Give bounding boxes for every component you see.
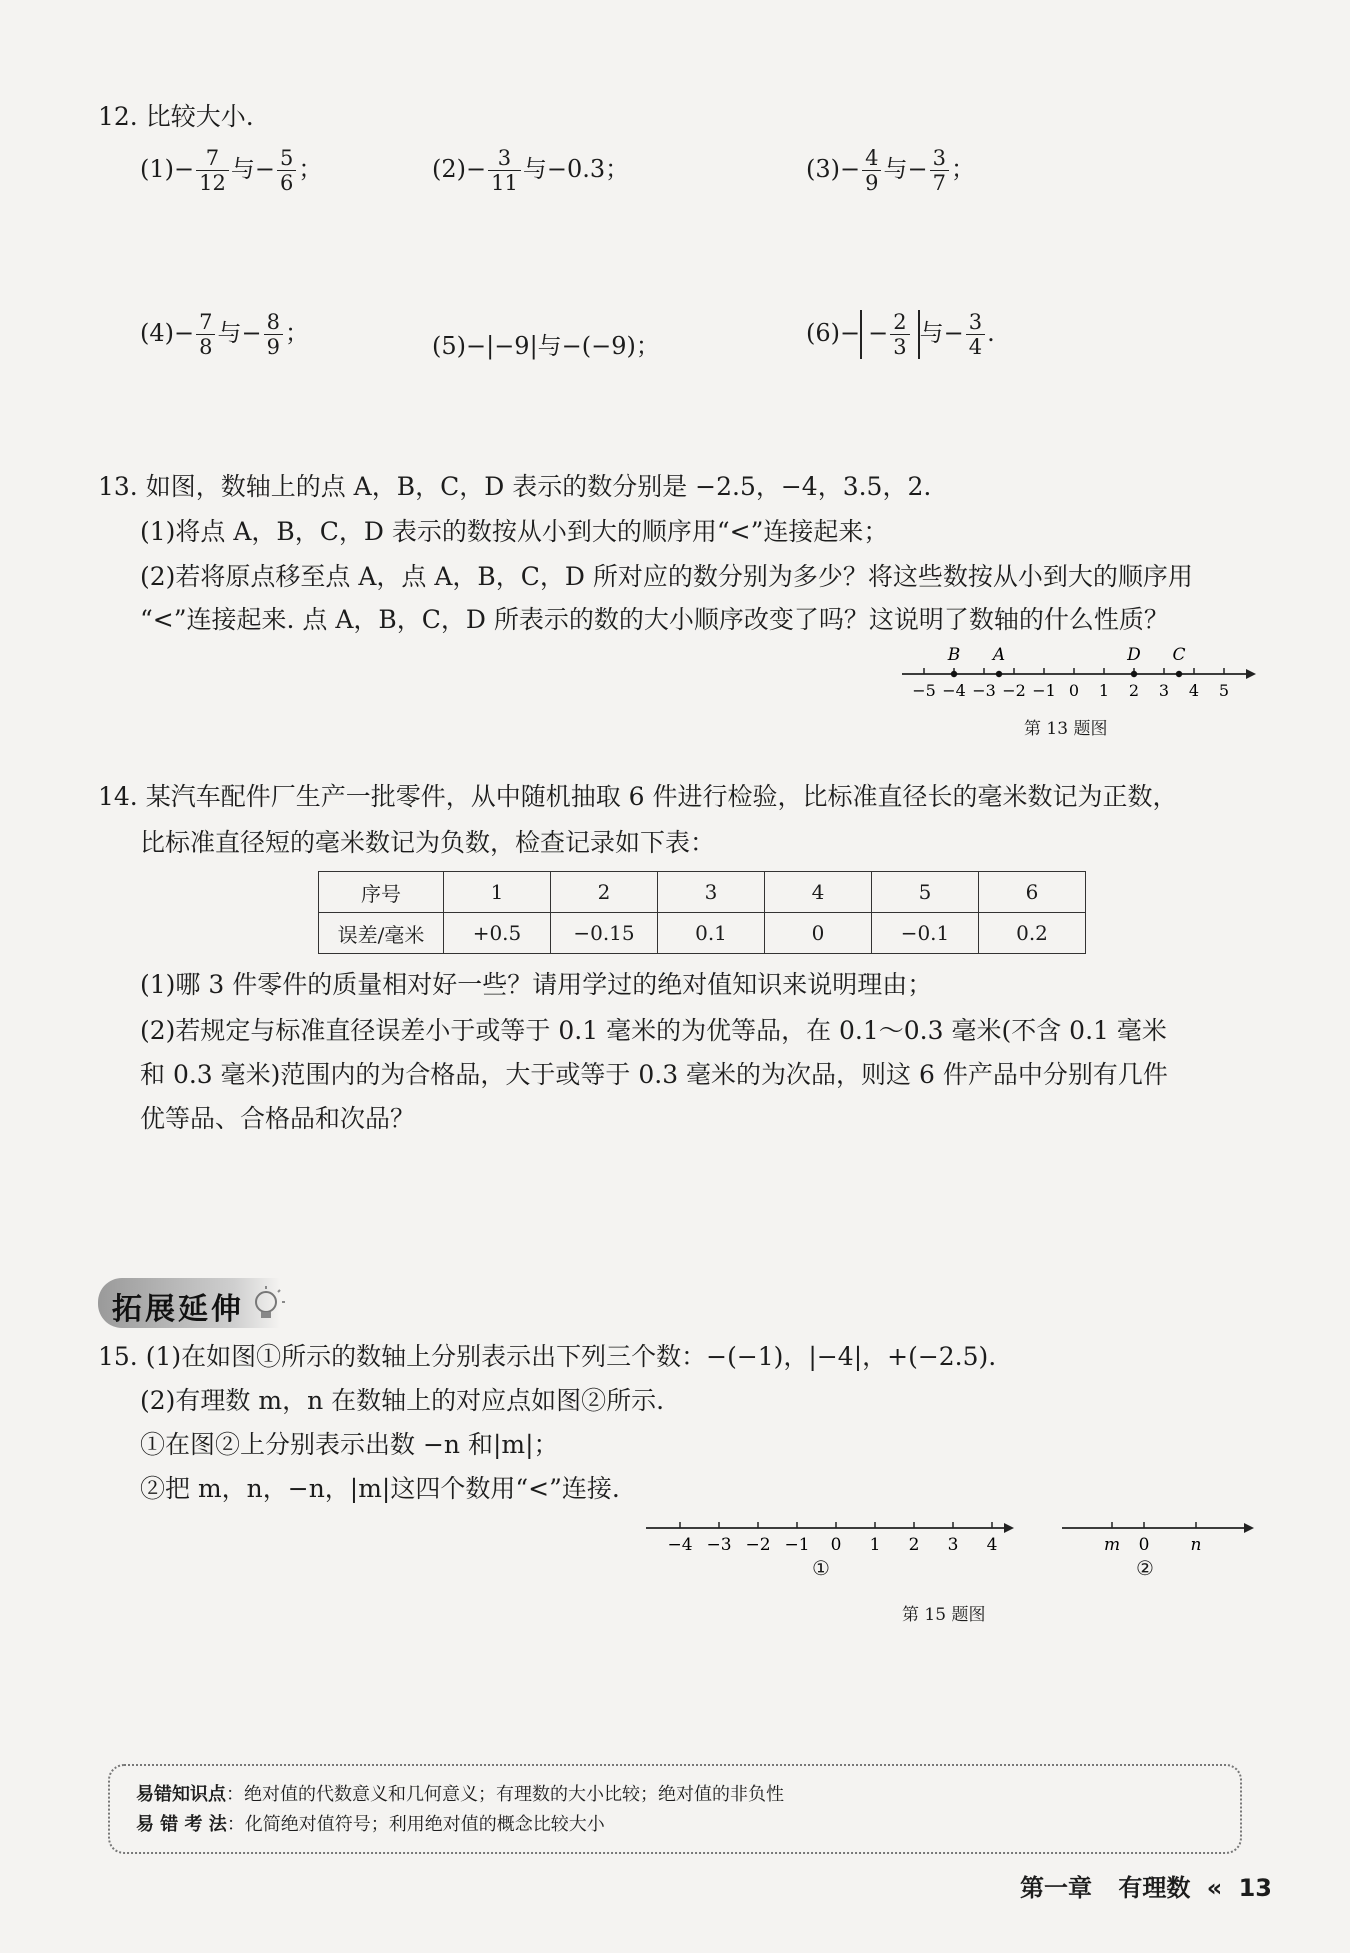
- table-cell: +0.5: [444, 913, 551, 954]
- table-cell: 0.2: [979, 913, 1086, 954]
- table-cell: −0.1: [872, 913, 979, 954]
- axis-tick-label: −1: [1032, 681, 1056, 700]
- q12-part1: (1)− $\frac{7}{12}$ 与− $\frac{5}{6}$ ；: [140, 146, 323, 195]
- axis-tick-label: 4: [1188, 681, 1200, 700]
- q12-part2: (2)− $\frac{3}{11}$ 与−0.3；: [432, 146, 630, 195]
- axis-point-A: [996, 671, 1002, 677]
- table-cell: 1: [444, 872, 551, 913]
- axis-point-B: [951, 671, 957, 677]
- axis-point-label: D: [1127, 646, 1141, 665]
- axis-point-C: [1176, 671, 1182, 677]
- double-chevron-icon: «: [1206, 1874, 1223, 1902]
- q15-part2-sub2: ②把 m，n，−n，|m|这四个数用“<”连接.: [140, 1474, 620, 1503]
- page-footer: [1020, 1868, 1272, 1903]
- axis-tick-label: 3: [947, 1535, 959, 1555]
- q15-part2-sub1: ①在图②上分别表示出数 −n 和|m|；: [140, 1430, 559, 1459]
- tips-box: [108, 1764, 1242, 1854]
- inspection-table: [318, 871, 1086, 954]
- axis-point-label: A: [992, 646, 1006, 665]
- axis-tick-label: 4: [986, 1535, 998, 1555]
- table-cell: 3: [658, 872, 765, 913]
- q12-part5: (5)−|−9|与−(−9)；: [432, 332, 660, 360]
- q12-title: 12. 比较大小.: [98, 102, 254, 131]
- table-cell: 0.1: [658, 913, 765, 954]
- lightbulb-icon: [246, 1284, 286, 1324]
- axis-point-label: B: [947, 646, 961, 665]
- q15-axis-1: [640, 1510, 1020, 1580]
- axis-tick-label: −3: [706, 1535, 732, 1555]
- q15-part1: 15. (1)在如图①所示的数轴上分别表示出下列三个数：−(−1)，|−4|，+(−2.5).: [98, 1342, 997, 1371]
- tip-knowledge: 易错知识点：绝对值的代数意义和几何意义；有理数的大小比较；绝对值的非负性: [136, 1784, 784, 1805]
- chapter-label: 第一章: [1020, 1874, 1092, 1902]
- axis2-label: ②: [1136, 1556, 1154, 1580]
- axis-tick-label: 3: [1158, 681, 1170, 700]
- q15-caption: 第 15 题图: [902, 1605, 986, 1625]
- axis-tick-label: −5: [912, 681, 936, 700]
- table-cell: 6: [979, 872, 1086, 913]
- q14-part2-line3: 优等品、合格品和次品？: [140, 1104, 416, 1133]
- axis-tick-label: m: [1103, 1535, 1121, 1555]
- banner-title: 拓展延伸: [112, 1292, 244, 1327]
- q14-stem-line1: 14. 某汽车配件厂生产一批零件，从中随机抽取 6 件进行检验，比标准直径长的毫米数记为正数，: [98, 782, 1178, 811]
- axis-tick-label: −2: [745, 1535, 771, 1555]
- q13-caption: 第 13 题图: [1024, 719, 1108, 739]
- axis-arrow: [1244, 1523, 1254, 1533]
- q13-part2-line1: (2)若将原点移至点 A，点 A，B，C，D 所对应的数分别为多少？将这些数按从小到大的顺序用: [140, 562, 1193, 591]
- q13-part2-line2: “<”连接起来. 点 A，B，C，D 所表示的数的大小顺序改变了吗？这说明了数轴的什么性质？: [140, 605, 1169, 634]
- page-number: 13: [1238, 1874, 1272, 1902]
- axis-tick-label: 1: [1098, 681, 1110, 700]
- q15-part2: (2)有理数 m，n 在数轴上的对应点如图②所示.: [140, 1386, 665, 1415]
- table-cell: −0.15: [551, 913, 658, 954]
- axis-tick-label: 0: [1138, 1535, 1150, 1555]
- table-row: [319, 872, 1086, 913]
- axis-tick-label: −3: [972, 681, 996, 700]
- axis-tick-label: −1: [784, 1535, 810, 1555]
- axis-arrow: [1004, 1523, 1014, 1533]
- table-head-index: 序号: [319, 872, 444, 913]
- q13-number-axis: [900, 646, 1260, 706]
- table-cell: 0: [765, 913, 872, 954]
- table-head-error: 误差/毫米: [319, 913, 444, 954]
- axis1-label: ①: [812, 1556, 830, 1580]
- axis-tick-label: −4: [667, 1535, 693, 1555]
- q14-part1: (1)哪 3 件零件的质量相对好一些？请用学过的绝对值知识来说明理由；: [140, 970, 933, 999]
- table-cell: 4: [765, 872, 872, 913]
- q13-stem: 13. 如图，数轴上的点 A，B，C，D 表示的数分别是 −2.5，−4，3.5，2.: [98, 472, 932, 501]
- axis-tick-label: 0: [830, 1535, 842, 1555]
- q12-part4: (4)− $\frac{7}{8}$ 与− $\frac{8}{9}$ ；: [140, 310, 309, 359]
- q14-part2-line2: 和 0.3 毫米)范围内的为合格品，大于或等于 0.3 毫米的为次品，则这 6 件产品中分别有几件: [140, 1060, 1168, 1089]
- table-cell: 2: [551, 872, 658, 913]
- q13-part1: (1)将点 A，B，C，D 表示的数按从小到大的顺序用“<”连接起来；: [140, 517, 889, 546]
- axis-tick-label: 2: [1128, 681, 1140, 700]
- axis-tick-label: −4: [942, 681, 966, 700]
- axis-tick-label: 1: [869, 1535, 881, 1555]
- q12-part6: (6)− − $\frac{2}{3}$ 与− $\frac{3}{4}$ .: [806, 310, 995, 359]
- axis-tick-label: 0: [1068, 681, 1080, 700]
- q15-axis-2: [1058, 1510, 1258, 1580]
- axis-tick-label: 5: [1218, 681, 1230, 700]
- axis-tick-label: 2: [908, 1535, 920, 1555]
- tip-method: 易 错 考 法：化简绝对值符号；利用绝对值的概念比较大小: [136, 1814, 605, 1835]
- extension-banner: [98, 1278, 280, 1328]
- table-row: [319, 913, 1086, 954]
- table-cell: 5: [872, 872, 979, 913]
- axis-tick-label: −2: [1002, 681, 1026, 700]
- axis-point-label: C: [1172, 646, 1186, 665]
- q14-stem-line2: 比标准直径短的毫米数记为负数，检查记录如下表：: [140, 828, 716, 857]
- axis-arrow: [1246, 669, 1256, 679]
- axis-tick-label: n: [1190, 1535, 1202, 1555]
- q14-part2-line1: (2)若规定与标准直径误差小于或等于 0.1 毫米的为优等品，在 0.1～0.3 毫米(不含 0.1 毫米: [140, 1016, 1167, 1045]
- chapter-title: 有理数: [1118, 1874, 1191, 1902]
- q12-part3: (3)− $\frac{4}{9}$ 与− $\frac{3}{7}$ ；: [806, 146, 975, 195]
- axis-point-D: [1131, 671, 1137, 677]
